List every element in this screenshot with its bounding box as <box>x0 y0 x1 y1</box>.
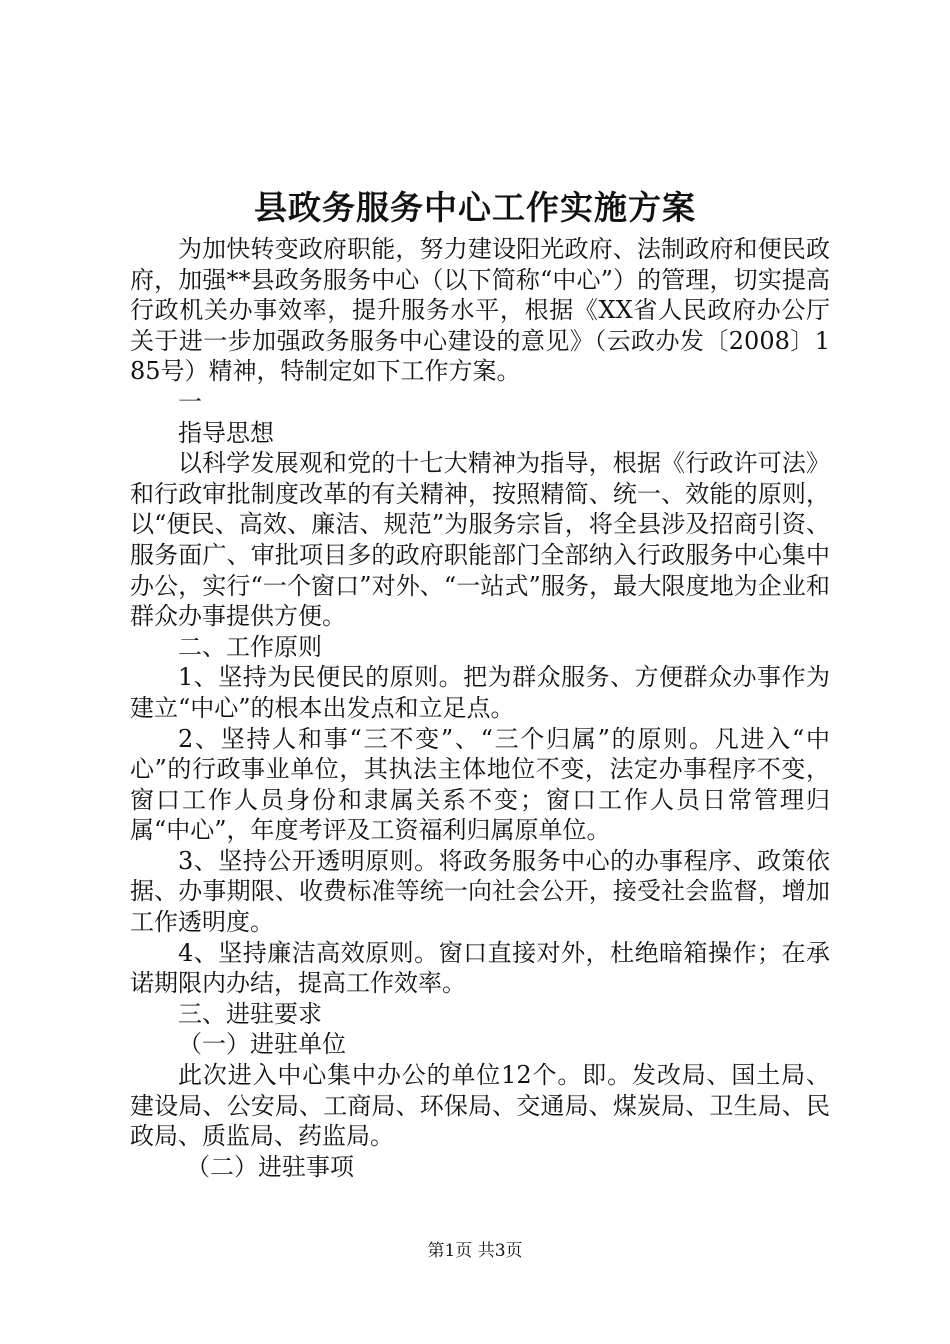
principle-2-paragraph: 2、坚持人和事“三不变”、“三个归属”的原则。凡进入“中心”的行政事业单位，其执法主体地位不变，法定办事程序不变，窗口工作人员身份和隶属关系不变；窗口工作人员日常管理归属“中心”，年度考评及工资福利归属原单位。 <box>130 724 830 845</box>
section-number-one: 一 <box>178 387 202 416</box>
subsection-heading-entry-units: （一）进驻单位 <box>178 1030 346 1059</box>
principle-3-paragraph: 3、坚持公开透明原则。将政务服务中心的办事程序、政策依据、办事期限、收费标准等统一向社会公开，接受社会监督，增加工作透明度。 <box>130 846 830 937</box>
entry-units-paragraph: 此次进入中心集中办公的单位12个。即。发改局、国土局、建设局、公安局、工商局、环保局、交通局、煤炭局、卫生局、民政局、质监局、药监局。 <box>130 1061 830 1151</box>
principle-4-paragraph: 4、坚持廉洁高效原则。窗口直接对外，杜绝暗箱操作；在承诺期限内办结，提高工作效率。 <box>130 938 830 998</box>
page-footer: 第1页 共3页 <box>427 1241 523 1261</box>
subsection-heading-entry-items: （二）进驻事项 <box>186 1152 354 1181</box>
section-heading-guiding-ideology: 指导思想 <box>178 418 274 447</box>
intro-paragraph: 为加快转变政府职能，努力建设阳光政府、法制政府和便民政府，加强**县政务服务中心（以下简称“中心”）的管理，切实提高行政机关办事效率，提升服务水平，根据《XX省人民政府办公厅关于进一步加强政务服务中心建设的意见》（云政办发〔2008〕185号）精神，特制定如下工作方案。 <box>130 235 830 386</box>
document-title: 县政务服务中心工作实施方案 <box>254 188 696 227</box>
section-heading-work-principles: 二、工作原则 <box>178 632 322 661</box>
section-heading-entry-requirements: 三、进驻要求 <box>178 999 322 1028</box>
guiding-ideology-paragraph: 以科学发展观和党的十七大精神为指导，根据《行政许可法》和行政审批制度改革的有关精神，按照精简、统一、效能的原则，以“便民、高效、廉洁、规范”为服务宗旨，将全县涉及招商引资、服务面广、审批项目多的政府职能部门全部纳入行政服务中心集中办公，实行“一个窗口”对外、“一站式”服务，最大限度地为企业和群众办事提供方便。 <box>130 449 830 631</box>
document-body <box>130 234 830 1182</box>
principle-1-paragraph: 1、坚持为民便民的原则。把为群众服务、方便群众办事作为建立“中心”的根本出发点和立足点。 <box>130 663 830 722</box>
